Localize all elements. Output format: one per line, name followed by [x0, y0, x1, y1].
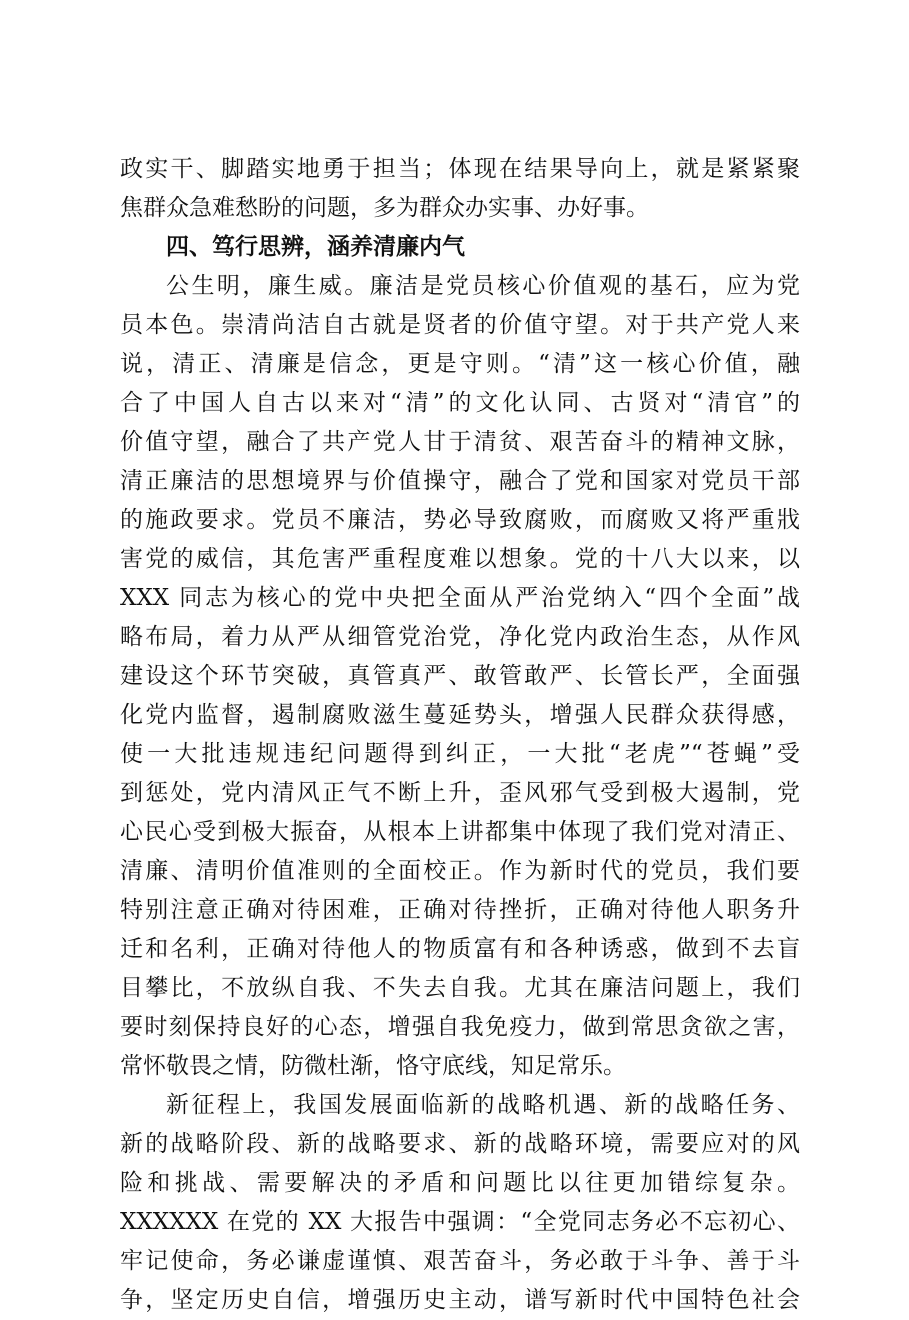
body-line: 迁和名利，正确对待他人的物质富有和各种诱惑，做到不去盲: [120, 936, 800, 962]
body-line: 清正廉洁的思想境界与价值操守，融合了党和国家对党员干部: [120, 468, 800, 494]
body-line: 建设这个环节突破，真管真严、敢管敢严、长管长严，全面强: [120, 663, 800, 689]
body-line: 合了中国人自古以来对“清”的文化认同、古贤对“清官”的: [120, 390, 800, 416]
body-line: 化党内监督，遏制腐败滋生蔓延势头，增强人民群众获得感，: [120, 702, 800, 728]
body-line: 新的战略阶段、新的战略要求、新的战略环境，需要应对的风: [120, 1131, 800, 1157]
body-line: 政实干、脚踏实地勇于担当；体现在结果导向上，就是紧紧聚: [120, 156, 800, 182]
body-line: 害党的威信，其危害严重程度难以想象。党的十八大以来，以: [120, 546, 800, 572]
body-line: 说，清正、清廉是信念，更是守则。“清”这一核心价值，融: [120, 351, 800, 377]
body-line: 员本色。崇清尚洁自古就是贤者的价值守望。对于共产党人来: [120, 312, 800, 338]
body-line: 目攀比，不放纵自我、不失去自我。尤其在廉洁问题上，我们: [120, 975, 800, 1001]
body-line: 心民心受到极大振奋，从根本上讲都集中体现了我们党对清正、: [120, 819, 800, 845]
body-line: XXX 同志为核心的党中央把全面从严治党纳入“四个全面”战: [120, 585, 800, 611]
body-line: 争，坚定历史自信，增强历史主动，谱写新时代中国特色社会: [120, 1287, 800, 1313]
body-line: 清廉、清明价值准则的全面校正。作为新时代的党员，我们要: [120, 858, 800, 884]
section-heading: 四、笃行思辨，涵养清廉内气: [166, 234, 465, 260]
body-line: 特别注意正确对待困难，正确对待挫折，正确对待他人职务升: [120, 897, 800, 923]
body-line: 略布局，着力从严从细管党治党，净化党内政治生态，从作风: [120, 624, 800, 650]
body-line: 焦群众急难愁盼的问题，多为群众办实事、办好事。: [120, 195, 649, 221]
body-line: XXXXXX 在党的 XX 大报告中强调：“全党同志务必不忘初心、: [120, 1209, 800, 1235]
paragraph-first-line: 公生明，廉生威。廉洁是党员核心价值观的基石，应为党: [166, 273, 800, 299]
body-line: 的施政要求。党员不廉洁，势必导致腐败，而腐败又将严重戕: [120, 507, 800, 533]
document-body: [120, 150, 800, 1320]
paragraph-first-line: 新征程上，我国发展面临新的战略机遇、新的战略任务、: [166, 1092, 800, 1118]
body-line: 险和挑战、需要解决的矛盾和问题比以往更加错综复杂。: [120, 1170, 800, 1196]
body-line: 牢记使命，务必谦虚谨慎、艰苦奋斗，务必敢于斗争、善于斗: [120, 1248, 800, 1274]
body-line: 到惩处，党内清风正气不断上升，歪风邪气受到极大遏制，党: [120, 780, 800, 806]
body-line: 要时刻保持良好的心态，增强自我免疫力，做到常思贪欲之害，: [120, 1014, 800, 1040]
body-line: 常怀敬畏之情，防微杜渐，恪守底线，知足常乐。: [120, 1053, 626, 1079]
body-line: 价值守望，融合了共产党人甘于清贫、艰苦奋斗的精神文脉，: [120, 429, 800, 455]
body-line: 使一大批违规违纪问题得到纠正，一大批“老虎”“苍蝇”受: [120, 741, 800, 767]
